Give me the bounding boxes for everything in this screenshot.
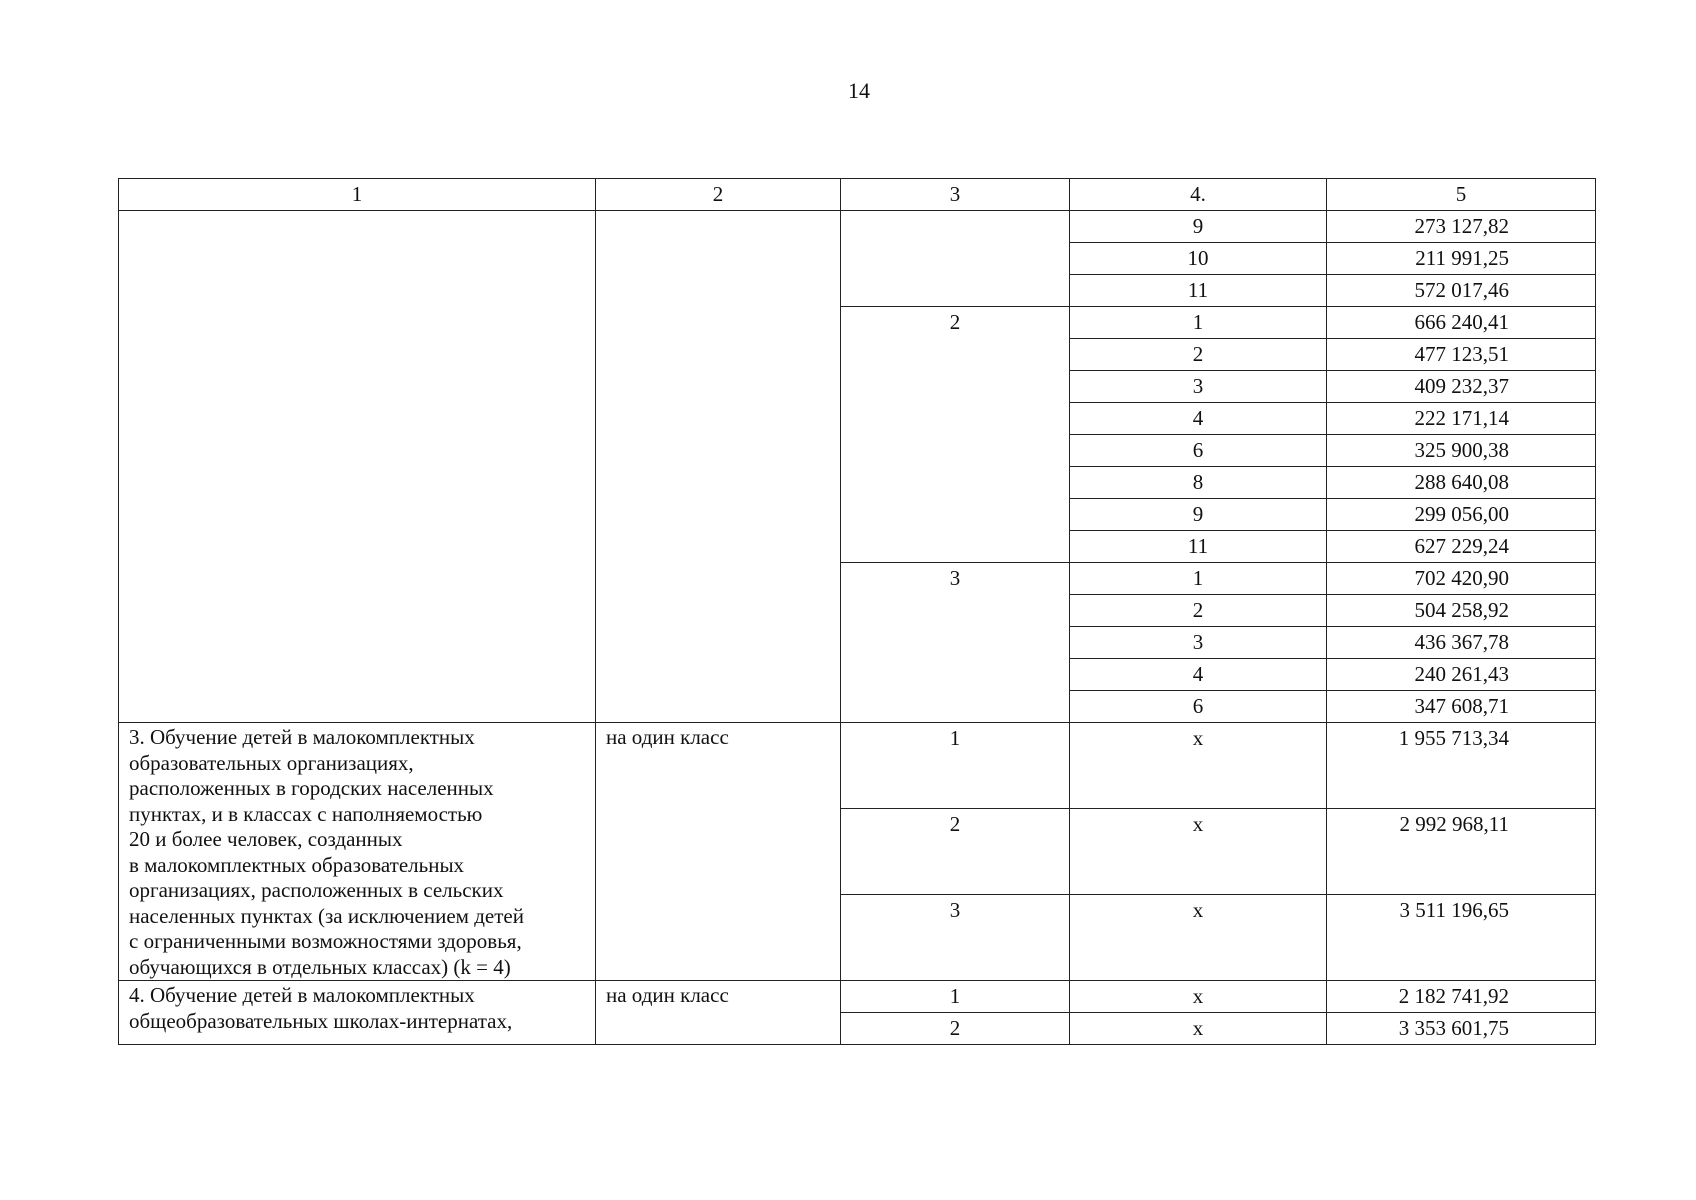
cell-col5: 288 640,08: [1327, 467, 1596, 499]
cell-col4: 1: [1070, 563, 1327, 595]
table-header-row: [119, 179, 1596, 211]
cell-col4: 4: [1070, 659, 1327, 691]
cell-col4: 3: [1070, 627, 1327, 659]
cell-col3: 2: [841, 1013, 1070, 1045]
cell-col3: 3: [841, 895, 1070, 981]
cell-col5: 1 955 713,34: [1327, 723, 1596, 809]
cell-col3: 1: [841, 981, 1070, 1013]
cell-col5: 2 992 968,11: [1327, 809, 1596, 895]
section-3-description: 3. Обучение детей в малокомплектных образовательных организациях, расположенных в городских населенных пунктах, и в классах с наполняемостью 20 и более человек, созданных в малокомплектных образовательных организациях, расположенных в сельских населенных пунктах (за исключением детей с ограниченными возможностями здоровья, обучающихся в отдельных классах) (k = 4): [119, 723, 596, 981]
header-col-5: 5: [1327, 179, 1596, 211]
cell-col4: 9: [1070, 211, 1327, 243]
cell-col4: x: [1070, 981, 1327, 1013]
cell-col4: 1: [1070, 307, 1327, 339]
cell-col5: 347 608,71: [1327, 691, 1596, 723]
header-col-4: 4.: [1070, 179, 1327, 211]
cell-col5: 211 991,25: [1327, 243, 1596, 275]
cell-col5: 409 232,37: [1327, 371, 1596, 403]
cell-col4: 9: [1070, 499, 1327, 531]
cell-col4: x: [1070, 809, 1327, 895]
cell-col5: 222 171,14: [1327, 403, 1596, 435]
cell-col5: 325 900,38: [1327, 435, 1596, 467]
cell-col5: 702 420,90: [1327, 563, 1596, 595]
header-col-3: 3: [841, 179, 1070, 211]
cell-col5: 436 367,78: [1327, 627, 1596, 659]
cell-col5: 240 261,43: [1327, 659, 1596, 691]
section-3-unit: на один класс: [596, 723, 841, 981]
cell-col4: x: [1070, 723, 1327, 809]
cell-col4: 4: [1070, 403, 1327, 435]
cell-col5: 3 353 601,75: [1327, 1013, 1596, 1045]
continued-description-cell: [119, 211, 596, 723]
cell-col4: 11: [1070, 531, 1327, 563]
cell-col5: 2 182 741,92: [1327, 981, 1596, 1013]
section-4-unit: на один класс: [596, 981, 841, 1045]
cell-col5: 299 056,00: [1327, 499, 1596, 531]
continued-col3-cell: [841, 211, 1070, 307]
cell-col4: 2: [1070, 595, 1327, 627]
cell-col4: 10: [1070, 243, 1327, 275]
table-row: [119, 723, 1596, 809]
cell-col3: 2: [841, 809, 1070, 895]
cell-col3: 3: [841, 563, 1070, 723]
cell-col4: x: [1070, 1013, 1327, 1045]
normative-cost-table: [118, 178, 1596, 1045]
cell-col4: 8: [1070, 467, 1327, 499]
table-row: [119, 211, 1596, 243]
cell-col5: 477 123,51: [1327, 339, 1596, 371]
cell-col4: 6: [1070, 435, 1327, 467]
page-number: 14: [848, 78, 870, 103]
cell-col5: 273 127,82: [1327, 211, 1596, 243]
cell-col5: 572 017,46: [1327, 275, 1596, 307]
cell-col3: 1: [841, 723, 1070, 809]
cell-col4: 2: [1070, 339, 1327, 371]
cell-col5: 504 258,92: [1327, 595, 1596, 627]
cell-col5: 627 229,24: [1327, 531, 1596, 563]
cell-col3: 2: [841, 307, 1070, 563]
header-col-1: 1: [119, 179, 596, 211]
cell-col4: x: [1070, 895, 1327, 981]
cell-col5: 666 240,41: [1327, 307, 1596, 339]
cell-col4: 6: [1070, 691, 1327, 723]
continued-unit-cell: [596, 211, 841, 723]
cell-col4: 3: [1070, 371, 1327, 403]
section-4-description: 4. Обучение детей в малокомплектных общеобразовательных школах-интернатах,: [119, 981, 596, 1045]
cell-col5: 3 511 196,65: [1327, 895, 1596, 981]
cell-col4: 11: [1070, 275, 1327, 307]
table-row: [119, 981, 1596, 1013]
header-col-2: 2: [596, 179, 841, 211]
